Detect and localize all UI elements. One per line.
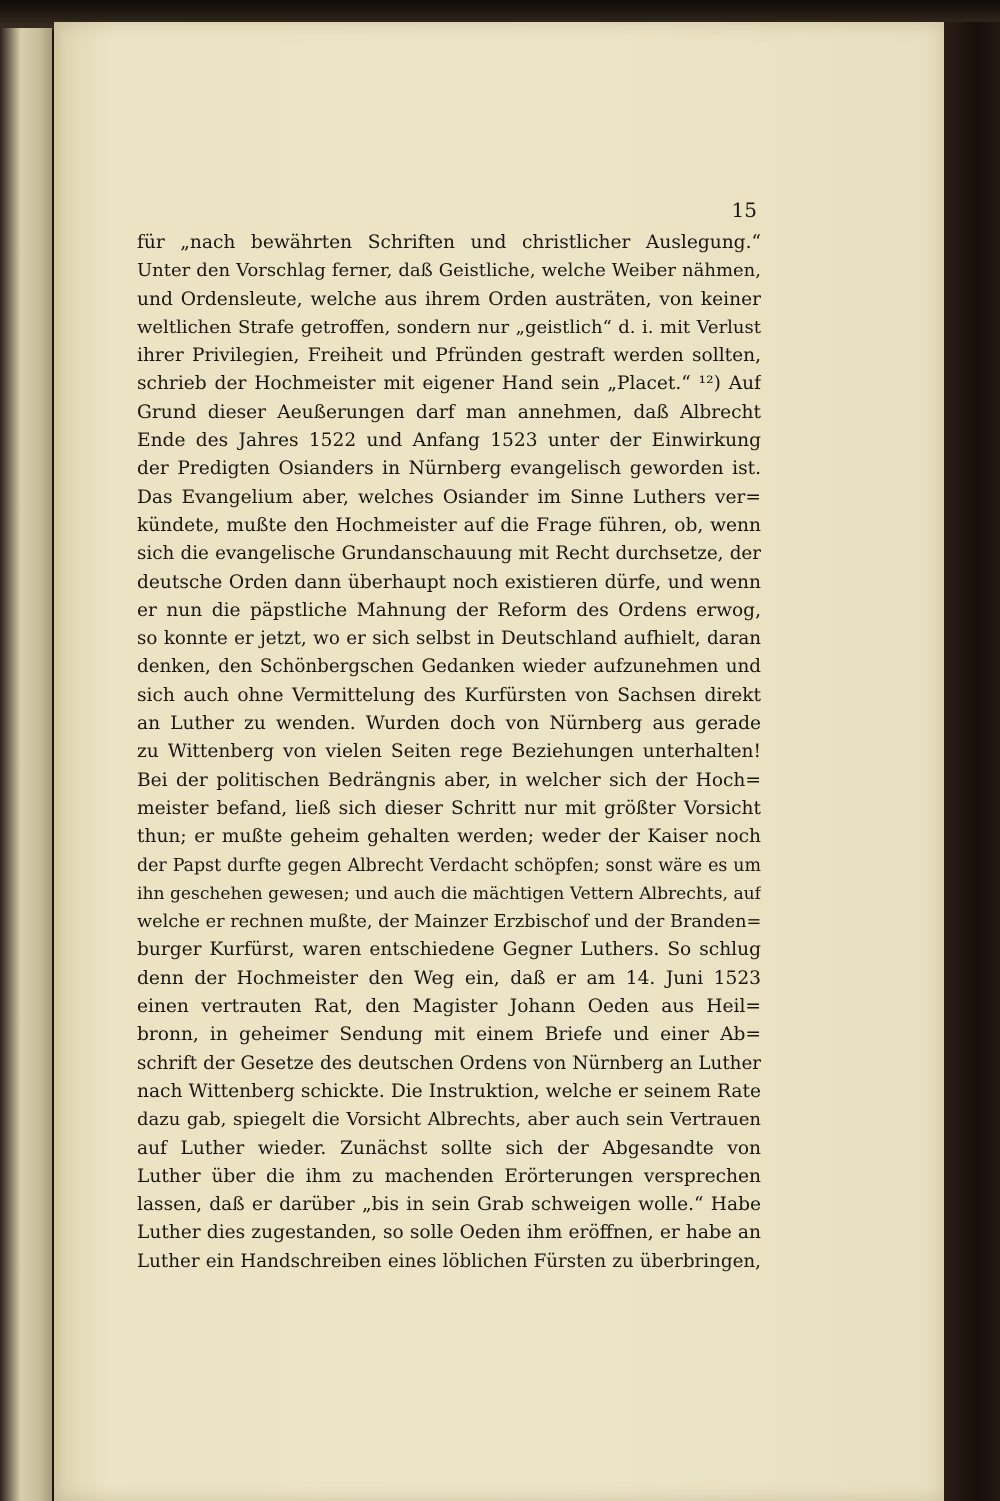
text-line: weltlichen Strafe getroffen, sondern nur „geistlich“ d. i. mit Verlust <box>137 316 761 338</box>
book-cover-edge <box>944 22 1000 1501</box>
text-line: meister befand, ließ sich dieser Schritt nur mit größter Vorsicht <box>137 797 761 819</box>
text-line: für „nach bewährten Schriften und christlicher Auslegung.“ <box>137 232 761 253</box>
body-text <box>137 229 761 1276</box>
text-line: sich auch ohne Vermittelung des Kurfürsten von Sachsen direkt <box>137 684 761 706</box>
text-line: sich die evangelische Grundanschauung mit Recht durchsetze, der <box>137 543 761 565</box>
text-line: und Ordensleute, welche aus ihrem Orden austräten, von keiner <box>137 288 761 310</box>
text-line: Unter den Vorschlag ferner, daß Geistliche, welche Weiber nähmen, <box>137 260 761 282</box>
page-number: 15 <box>731 198 757 222</box>
text-line: deutsche Orden dann überhaupt noch existieren dürfe, und wenn <box>137 571 761 593</box>
text-line: denken, den Schönbergschen Gedanken wieder aufzunehmen und <box>137 656 761 678</box>
text-line: Das Evangelium aber, welches Osiander im Sinne Luthers ver= <box>137 486 761 508</box>
text-line: zu Wittenberg von vielen Seiten rege Beziehungen unterhalten! <box>137 741 761 763</box>
text-line: burger Kurfürst, waren entschiedene Gegner Luthers. So schlug <box>137 939 761 961</box>
text-line: ihn geschehen gewesen; und auch die mächtigen Vettern Albrechts, auf <box>137 883 761 904</box>
text-line: der Predigten Osianders in Nürnberg evangelisch geworden ist. <box>137 458 761 480</box>
text-line: dazu gab, spiegelt die Vorsicht Albrechts, aber auch sein Vertrauen <box>137 1109 761 1131</box>
text-line: an Luther zu wenden. Wurden doch von Nürnberg aus gerade <box>137 713 761 735</box>
text-line: nach Wittenberg schickte. Die Instruktion, welche er seinem Rate <box>137 1080 761 1102</box>
text-line: Luther ein Handschreiben eines löblichen Fürsten zu überbringen, <box>137 1250 761 1272</box>
text-line: ihrer Privilegien, Freiheit und Pfründen gestraft werden sollten, <box>137 345 761 367</box>
text-line: Grund dieser Aeußerungen darf man annehmen, daß Albrecht <box>137 401 761 423</box>
text-line: kündete, mußte den Hochmeister auf die Frage führen, ob, wenn <box>137 514 761 536</box>
text-line: bronn, in geheimer Sendung mit einem Briefe und einer Ab= <box>137 1024 761 1046</box>
book-spine-edge <box>0 28 52 1501</box>
text-line: Bei der politischen Bedrängnis aber, in welcher sich der Hoch= <box>137 769 761 791</box>
text-line: welche er rechnen mußte, der Mainzer Erzbischof und der Branden= <box>137 912 761 933</box>
text-line: so konnte er jetzt, wo er sich selbst in Deutschland aufhielt, daran <box>137 628 761 650</box>
text-line: der Papst durfte gegen Albrecht Verdacht schöpfen; sonst wäre es um <box>137 855 761 876</box>
text-line: lassen, daß er darüber „bis in sein Grab schweigen wolle.“ Habe <box>137 1194 761 1216</box>
text-line: Ende des Jahres 1522 und Anfang 1523 unter der Einwirkung <box>137 430 761 452</box>
text-line: einen vertrauten Rat, den Magister Johann Oeden aus Heil= <box>137 996 761 1018</box>
text-line: Luther dies zugestanden, so solle Oeden ihm eröffnen, er habe an <box>137 1222 761 1244</box>
text-line: thun; er mußte geheim gehalten werden; weder der Kaiser noch <box>137 826 761 848</box>
text-line: Luther über die ihm zu machenden Erörterungen versprechen <box>137 1165 761 1187</box>
text-line: denn der Hochmeister den Weg ein, daß er am 14. Juni 1523 <box>137 967 761 989</box>
text-line: er nun die päpstliche Mahnung der Reform des Ordens erwog, <box>137 599 761 621</box>
text-line: schrieb der Hochmeister mit eigener Hand sein „Placet.“ ¹²) Auf <box>137 373 761 395</box>
text-line: auf Luther wieder. Zunächst sollte sich der Abgesandte von <box>137 1137 761 1159</box>
text-line: schrift der Gesetze des deutschen Ordens von Nürnberg an Luther <box>137 1052 761 1074</box>
